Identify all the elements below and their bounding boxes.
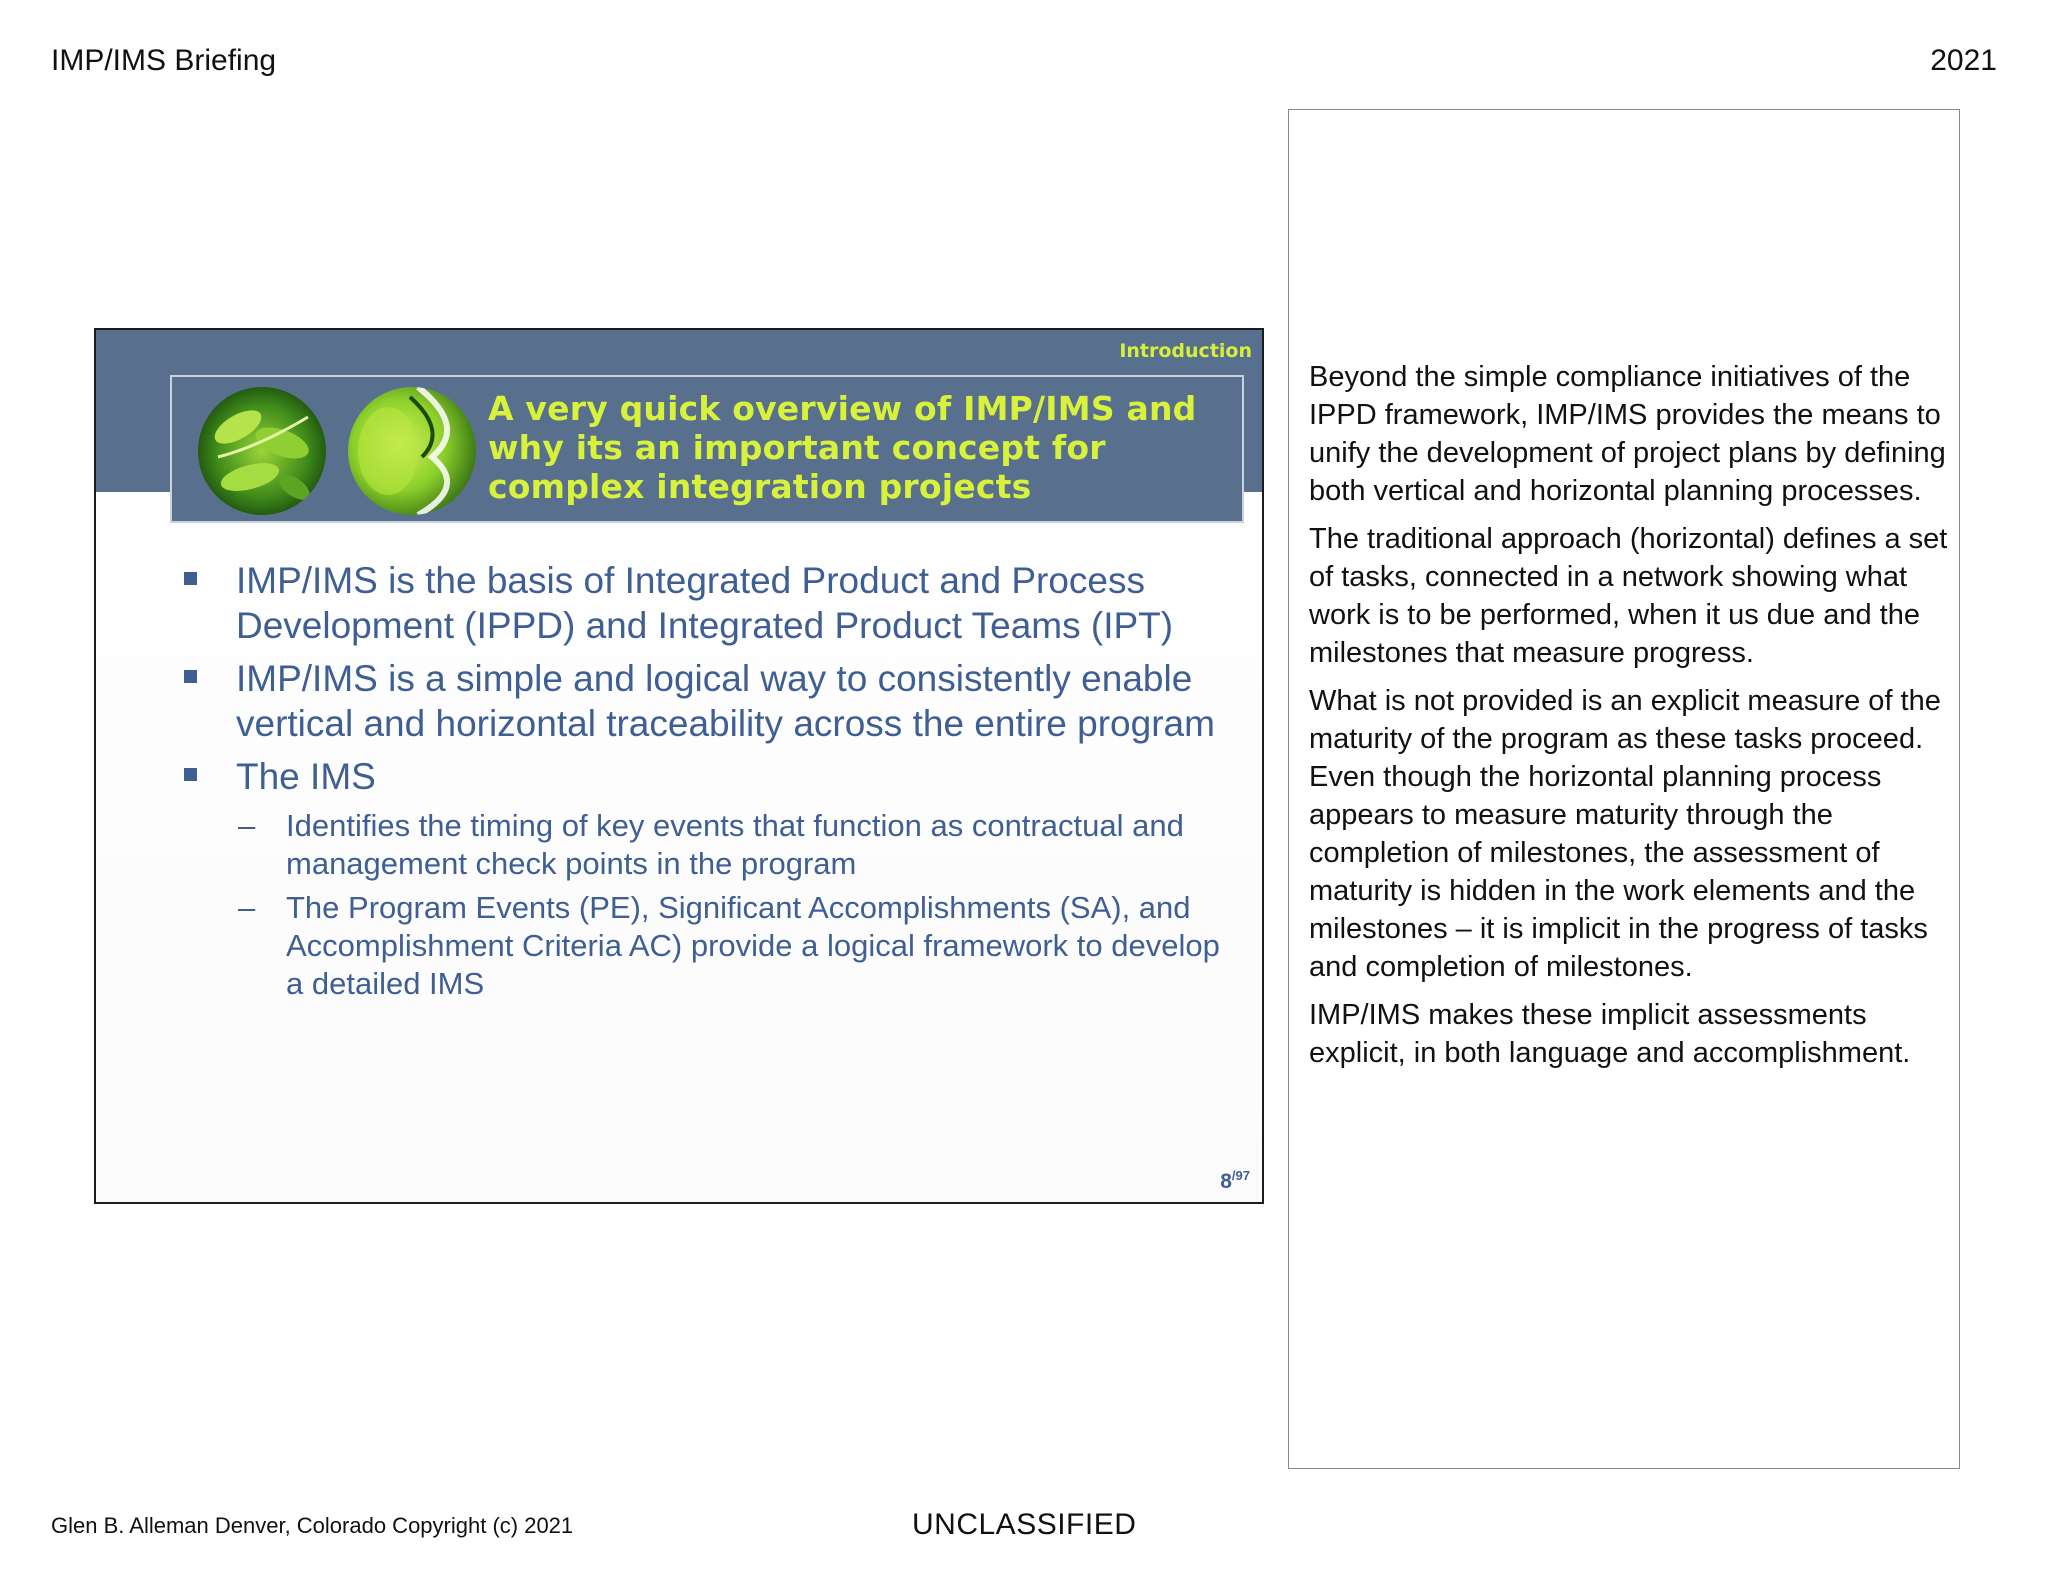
bullet-text: The IMS (236, 756, 376, 797)
document-year: 2021 (1930, 44, 1997, 77)
notes-text (1309, 358, 1949, 1082)
leaf-photo-1 (198, 387, 326, 515)
notes-paragraph: The traditional approach (horizontal) defines a set of tasks, connected in a network showing what work is to be performed, when it us due and the milestones that measure progress. (1309, 523, 1948, 669)
bullet-item (184, 754, 1244, 799)
slide-section-label: Introduction (1119, 340, 1252, 362)
notes-paragraph: Beyond the simple compliance initiatives of the IPPD framework, IMP/IMS provides the means to unify the development of project plans by defining both vertical and horizontal planning processes. (1309, 361, 1946, 507)
bullet-item (184, 656, 1244, 746)
notes-paragraph: What is not provided is an explicit measure of the maturity of the program as these tasks proceed. Even though the horizontal planning process appears to measure maturity through the completion of milestones, the assessment of maturity is hidden in the work elements and the milestones – it is implicit in the progress of tasks and completion of milestones. (1309, 685, 1941, 983)
bullet-text: IMP/IMS is a simple and logical way to consistently enable vertical and horizontal traceability across the entire program (236, 658, 1215, 744)
dash-icon: – (238, 890, 256, 925)
bullet-text: IMP/IMS is the basis of Integrated Product and Process Development (IPPD) and Integrated Product Teams (IPT) (236, 560, 1174, 646)
notes-box (1288, 109, 1960, 1469)
sub-bullet-item (184, 807, 1244, 883)
slide-page-number: $8^{/97}$ (1220, 1168, 1250, 1193)
dash-icon: – (238, 808, 256, 843)
slide-title-box (170, 375, 1244, 523)
footer-copyright: Glen B. Alleman Denver, Colorado Copyright (c) 2021 (51, 1513, 574, 1538)
bullet-item (184, 558, 1244, 648)
slide-image (94, 328, 1264, 1204)
bullet-square-icon (184, 572, 197, 585)
sub-bullet-text: Identifies the timing of key events that function as contractual and management check points in the program (286, 808, 1184, 881)
sub-bullet-item (184, 889, 1244, 1003)
bullet-square-icon (184, 768, 197, 781)
footer-classification: UNCLASSIFIED (912, 1508, 1137, 1541)
notes-paragraph: IMP/IMS makes these implicit assessments explicit, in both language and accomplishment. (1309, 999, 1911, 1069)
sub-bullet-text: The Program Events (PE), Significant Accomplishments (SA), and Accomplishment Criteria AC) provide a logical framework to develop a detailed IMS (286, 890, 1220, 1001)
slide-title: A very quick overview of IMP/IMS and why its an important concept for complex integration projects (488, 389, 1197, 506)
document-title: IMP/IMS Briefing (51, 44, 277, 77)
bullet-square-icon (184, 670, 197, 683)
leaf-photo-2 (348, 387, 476, 515)
slide-bullet-list (184, 558, 1244, 1009)
